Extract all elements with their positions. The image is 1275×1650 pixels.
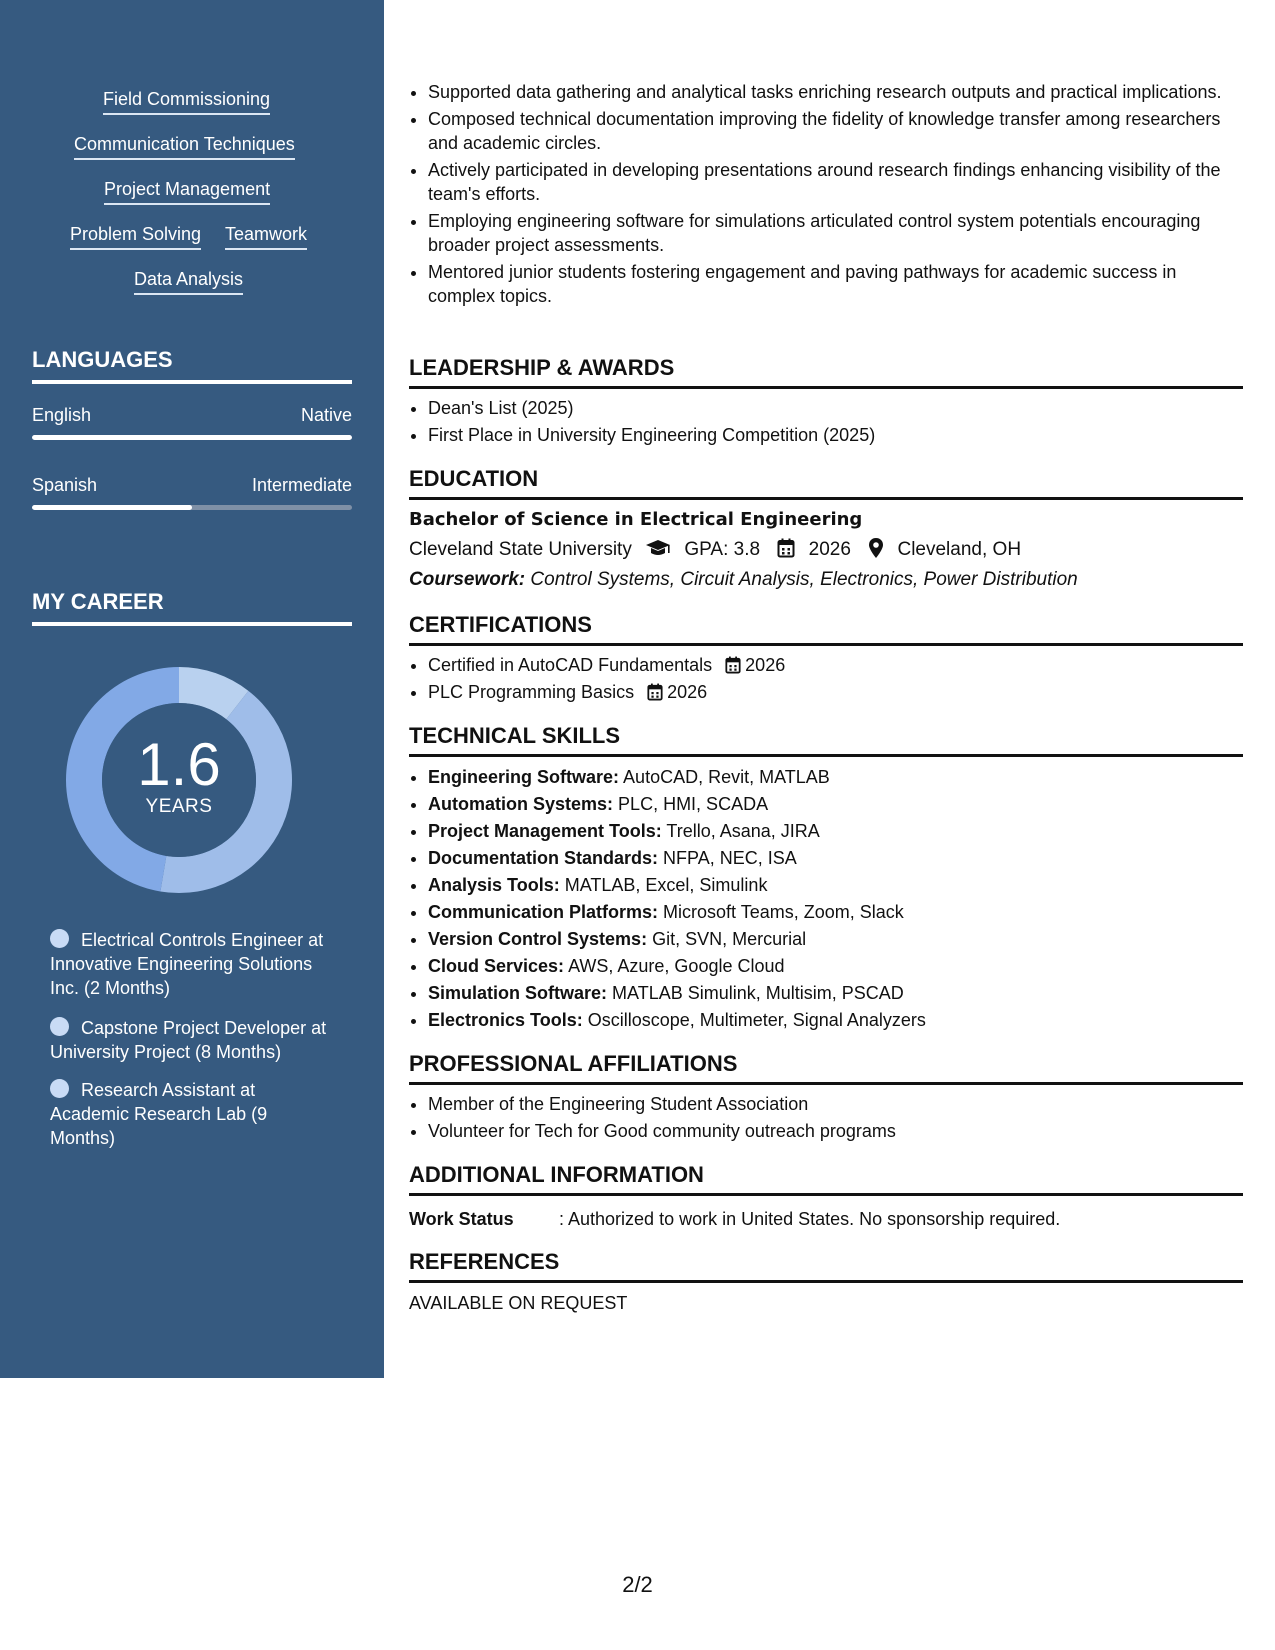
calendar-icon — [725, 656, 741, 674]
language-bar-fill — [32, 435, 352, 440]
coursework-text: Control Systems, Circuit Analysis, Electronics, Power Distribution — [530, 569, 1078, 590]
affiliation-item: • Volunteer for Tech for Good community outreach programs — [428, 1119, 1243, 1143]
language-name: English — [32, 405, 92, 425]
work-status-value: : Authorized to work in United States. No sponsorship required. — [559, 1209, 1061, 1229]
technical-skill-item — [428, 845, 1243, 872]
technical-skill-item — [428, 872, 1243, 899]
education-details — [409, 537, 1021, 563]
career-item-text: Research Assistant at Academic Research Lab (9 Months) — [50, 1080, 268, 1148]
career-item — [50, 928, 330, 1000]
references-heading: REFERENCES — [409, 1248, 1243, 1283]
career-donut-center — [66, 667, 292, 893]
career-donut — [66, 667, 292, 893]
skill-category: Simulation Software: — [428, 983, 608, 1003]
school-name: Cleveland State University — [409, 539, 632, 560]
page-number: 2/2 — [622, 1572, 653, 1597]
career-item-text: Capstone Project Developer at University Project (8 Months) — [50, 1018, 327, 1062]
technical-skill-item — [428, 1007, 1243, 1034]
certifications-list — [409, 653, 1243, 704]
experience-bullet: • Composed technical documentation improving the fidelity of knowledge transfer among researchers and academic circles. — [428, 107, 1243, 155]
leadership-item: • Dean's List (2025) — [428, 396, 1243, 420]
language-row — [32, 404, 352, 426]
career-years-label: YEARS — [145, 796, 213, 817]
skill-category: Cloud Services: — [428, 956, 565, 976]
skill-values: Microsoft Teams, Zoom, Slack — [663, 902, 904, 922]
technical-skill-item — [428, 764, 1243, 791]
certification-name: PLC Programming Basics — [428, 682, 635, 702]
skill-values: MATLAB Simulink, Multisim, PSCAD — [612, 983, 904, 1003]
skill-tag: Data Analysis — [134, 268, 243, 295]
experience-bullets — [409, 80, 1243, 311]
language-row — [32, 474, 352, 496]
sidebar — [0, 0, 384, 1378]
certifications-heading: CERTIFICATIONS — [409, 611, 1243, 646]
career-item — [50, 1016, 330, 1064]
work-status-row — [409, 1206, 1060, 1232]
certification-item — [428, 653, 1243, 677]
certification-name: Certified in AutoCAD Fundamentals — [428, 655, 713, 675]
gpa-value: GPA: 3.8 — [684, 539, 761, 560]
skill-values: MATLAB, Excel, Simulink — [564, 875, 768, 895]
additional-info-heading: ADDITIONAL INFORMATION — [409, 1161, 1243, 1196]
skill-category: Analysis Tools: — [428, 875, 560, 895]
graduation-year: 2026 — [808, 539, 851, 560]
leadership-list — [409, 396, 1243, 447]
language-bar — [32, 505, 352, 510]
calendar-icon — [647, 683, 663, 701]
degree-title: Bachelor of Science in Electrical Engineering — [409, 509, 863, 530]
languages-heading: LANGUAGES — [32, 346, 352, 384]
skill-category: Communication Platforms: — [428, 902, 659, 922]
calendar-icon — [777, 538, 795, 558]
language-level: Native — [300, 405, 352, 425]
skill-category: Project Management Tools: — [428, 821, 662, 841]
experience-bullet: • Employing engineering software for simulations articulated control system potentials encouraging broader project assessments. — [428, 209, 1243, 257]
location-pin-icon — [868, 537, 884, 559]
skill-values: Trello, Asana, JIRA — [666, 821, 820, 841]
skill-category: Electronics Tools: — [428, 1010, 583, 1030]
coursework-label: Coursework: — [409, 569, 526, 590]
career-dot-icon — [50, 929, 69, 948]
work-status-label: Work Status — [409, 1209, 514, 1229]
references-text: AVAILABLE ON REQUEST — [409, 1293, 628, 1313]
skill-values: NFPA, NEC, ISA — [663, 848, 797, 868]
school-location: Cleveland, OH — [897, 539, 1022, 560]
skill-tag: Field Commissioning — [103, 88, 270, 115]
graduation-cap-icon — [645, 538, 671, 558]
technical-skill-item — [428, 791, 1243, 818]
skill-category: Automation Systems: — [428, 794, 614, 814]
skill-values: AutoCAD, Revit, MATLAB — [623, 767, 830, 787]
leadership-heading: LEADERSHIP & AWARDS — [409, 354, 1243, 389]
certification-year: 2026 — [667, 682, 708, 702]
affiliation-item: • Member of the Engineering Student Association — [428, 1092, 1243, 1116]
experience-bullet: • Supported data gathering and analytical tasks enriching research outputs and practical implications. — [428, 80, 1243, 104]
technical-skill-item — [428, 926, 1243, 953]
technical-skills-heading: TECHNICAL SKILLS — [409, 722, 1243, 757]
skill-values: Git, SVN, Mercurial — [652, 929, 807, 949]
skill-tag: Teamwork — [225, 223, 307, 250]
skill-tag: Communication Techniques — [74, 133, 295, 160]
career-years-value: 1.6 — [137, 731, 221, 798]
skill-values: Oscilloscope, Multimeter, Signal Analyzers — [587, 1010, 926, 1030]
skill-tag: Project Management — [104, 178, 270, 205]
career-dot-icon — [50, 1079, 69, 1098]
language-level: Intermediate — [251, 475, 352, 495]
technical-skill-item — [428, 953, 1243, 980]
certification-item — [428, 680, 1243, 704]
affiliations-heading: PROFESSIONAL AFFILIATIONS — [409, 1050, 1243, 1085]
career-dot-icon — [50, 1017, 69, 1036]
career-item-text: Electrical Controls Engineer at Innovative Engineering Solutions Inc. (2 Months) — [50, 930, 324, 998]
career-heading: MY CAREER — [32, 588, 352, 626]
language-bar-fill — [32, 505, 192, 510]
skill-values: PLC, HMI, SCADA — [618, 794, 769, 814]
leadership-item: • First Place in University Engineering Competition (2025) — [428, 423, 1243, 447]
language-bar — [32, 435, 352, 440]
affiliations-list — [409, 1092, 1243, 1143]
technical-skill-item — [428, 980, 1243, 1007]
skill-category: Engineering Software: — [428, 767, 620, 787]
skill-category: Version Control Systems: — [428, 929, 648, 949]
career-item — [50, 1078, 330, 1150]
certification-year: 2026 — [745, 655, 786, 675]
experience-bullet: • Actively participated in developing presentations around research findings enhancing visibility of the team's efforts. — [428, 158, 1243, 206]
skill-tag: Problem Solving — [70, 223, 201, 250]
technical-skill-item — [428, 899, 1243, 926]
skill-values: AWS, Azure, Google Cloud — [568, 956, 785, 976]
language-name: Spanish — [32, 475, 98, 495]
skill-category: Documentation Standards: — [428, 848, 659, 868]
coursework-line — [409, 567, 1078, 593]
education-heading: EDUCATION — [409, 465, 1243, 500]
technical-skills-list — [409, 764, 1243, 1034]
technical-skill-item — [428, 818, 1243, 845]
experience-bullet: • Mentored junior students fostering engagement and paving pathways for academic success in complex topics. — [428, 260, 1243, 308]
